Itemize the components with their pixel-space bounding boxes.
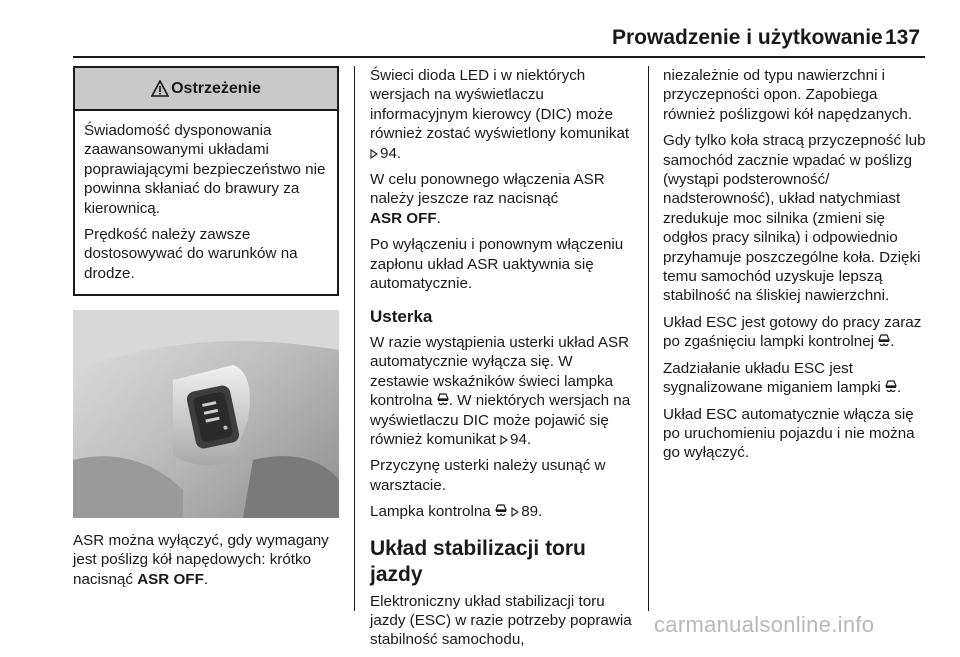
asr-off-label: ASR OFF — [137, 570, 204, 588]
paragraph — [663, 359, 928, 398]
esc-skid-lamp-icon — [437, 393, 449, 407]
paragraph: Po wyłączeniu i ponownym włączeniu zapłonu układ ASR uaktywnia się automatycznie. — [370, 236, 624, 293]
paragraph — [370, 170, 632, 228]
paragraph: Gdy tylko koła stracą przyczepność lub samochód zacznie wpadać w poślizg (wystąpi podsterowność/ nadsterowność), układ natychmiast zredukuje moc silnika (zmieni się odgłos pracy silnika) i odpowiednio przyhamuje poszczególne koła. Dzięki temu samochód uzyskuje lepszą stabilność na śliskiej nawierzchni. — [663, 132, 926, 305]
paragraph-text: W celu ponownego włączenia ASR należy jeszcze raz nacisnąć — [370, 171, 605, 208]
page-header — [0, 0, 960, 58]
column-1 — [73, 66, 339, 334]
warning-paragraph: Świadomość dysponowania zaawansowanymi układami poprawiającymi bezpieczeństwo nie powinna skłaniać do brawury za kierownicą. — [84, 122, 326, 217]
warning-header — [75, 68, 337, 111]
column-1-bottom — [73, 531, 339, 596]
asr-off-instruction — [73, 531, 339, 589]
paragraph: Układ ESC automatycznie włącza się po uruchomieniu pojazdu i nie można go wyłączyć. — [663, 405, 915, 462]
esc-skid-lamp-icon — [878, 334, 890, 348]
paragraph-text: Układ ESC jest gotowy do pracy zaraz po zgaśnięciu lampki kontrolnej — [663, 313, 922, 351]
paragraph — [370, 502, 632, 521]
warning-paragraph: Prędkość należy zawsze dostosowywać do warunków na drodze. — [84, 226, 298, 282]
warning-triangle-icon — [151, 80, 169, 97]
paragraph — [370, 333, 632, 449]
watermark: carmanualsonline.info — [654, 612, 875, 637]
asr-off-button-photo — [73, 310, 339, 518]
paragraph-text: Świeci dioda LED i w niektórych wersjach na wyświetlaczu informacyjnym kierowcy (DIC) może również zostać wyświetlony komunikat — [370, 67, 630, 143]
page-reference: 89. — [521, 503, 543, 521]
paragraph — [663, 313, 928, 352]
instruction-text: ASR można wyłączyć, gdy wymagany jest poślizg kół napędowych: krótko nacisnąć — [73, 532, 329, 588]
header-rule — [73, 56, 925, 58]
warning-body — [75, 111, 337, 294]
column-divider — [354, 66, 355, 611]
page-reference-triangle-icon — [511, 507, 519, 517]
page-reference-triangle-icon — [500, 435, 508, 445]
warning-box — [73, 66, 339, 296]
page-reference-triangle-icon — [370, 149, 378, 159]
instruction-end: . — [203, 570, 209, 588]
esc-skid-lamp-icon — [495, 504, 507, 518]
paragraph-end: . — [890, 333, 895, 351]
column-2 — [370, 66, 632, 657]
paragraph-text: Lampka kontrolna — [370, 503, 491, 521]
heading-esc: Układ stabilizacji toru jazdy — [370, 536, 586, 586]
paragraph-end: . — [897, 379, 902, 397]
paragraph-text: W razie wystąpienia usterki układ ASR automatycznie wyłącza się. W zestawie wskaźników świeci lampka kontrolna — [370, 333, 630, 410]
asr-off-label: ASR OFF — [370, 209, 437, 227]
paragraph: Przyczynę usterki należy usunąć w warsztacie. — [370, 457, 606, 494]
section-title: Prowadzenie i użytkowanie — [612, 26, 883, 49]
warning-title: Ostrzeżenie — [171, 79, 261, 97]
page-number: 137 — [885, 26, 921, 49]
esc-skid-lamp-icon — [885, 380, 897, 394]
column-3 — [663, 66, 928, 470]
paragraph-end: . — [436, 209, 441, 227]
heading-usterka: Usterka — [370, 307, 433, 327]
page-reference: 94. — [380, 144, 402, 162]
paragraph-text: Zadziałanie układu ESC jest sygnalizowane miganiem lampki — [663, 359, 881, 397]
paragraph — [370, 66, 632, 163]
console-illustration — [73, 310, 339, 518]
paragraph-text: . W niektórych wersjach na wyświetlaczu DIC może pojawić się również komunikat — [370, 392, 631, 448]
column-divider — [648, 66, 649, 611]
page-reference: 94. — [510, 430, 532, 448]
paragraph: Elektroniczny układ stabilizacji toru jazdy (ESC) w razie potrzeby poprawia stabilność samochodu, — [370, 592, 632, 649]
paragraph: niezależnie od typu nawierzchni i przyczepności opon. Zapobiega również poślizgowi kół napędzanych. — [663, 67, 913, 123]
